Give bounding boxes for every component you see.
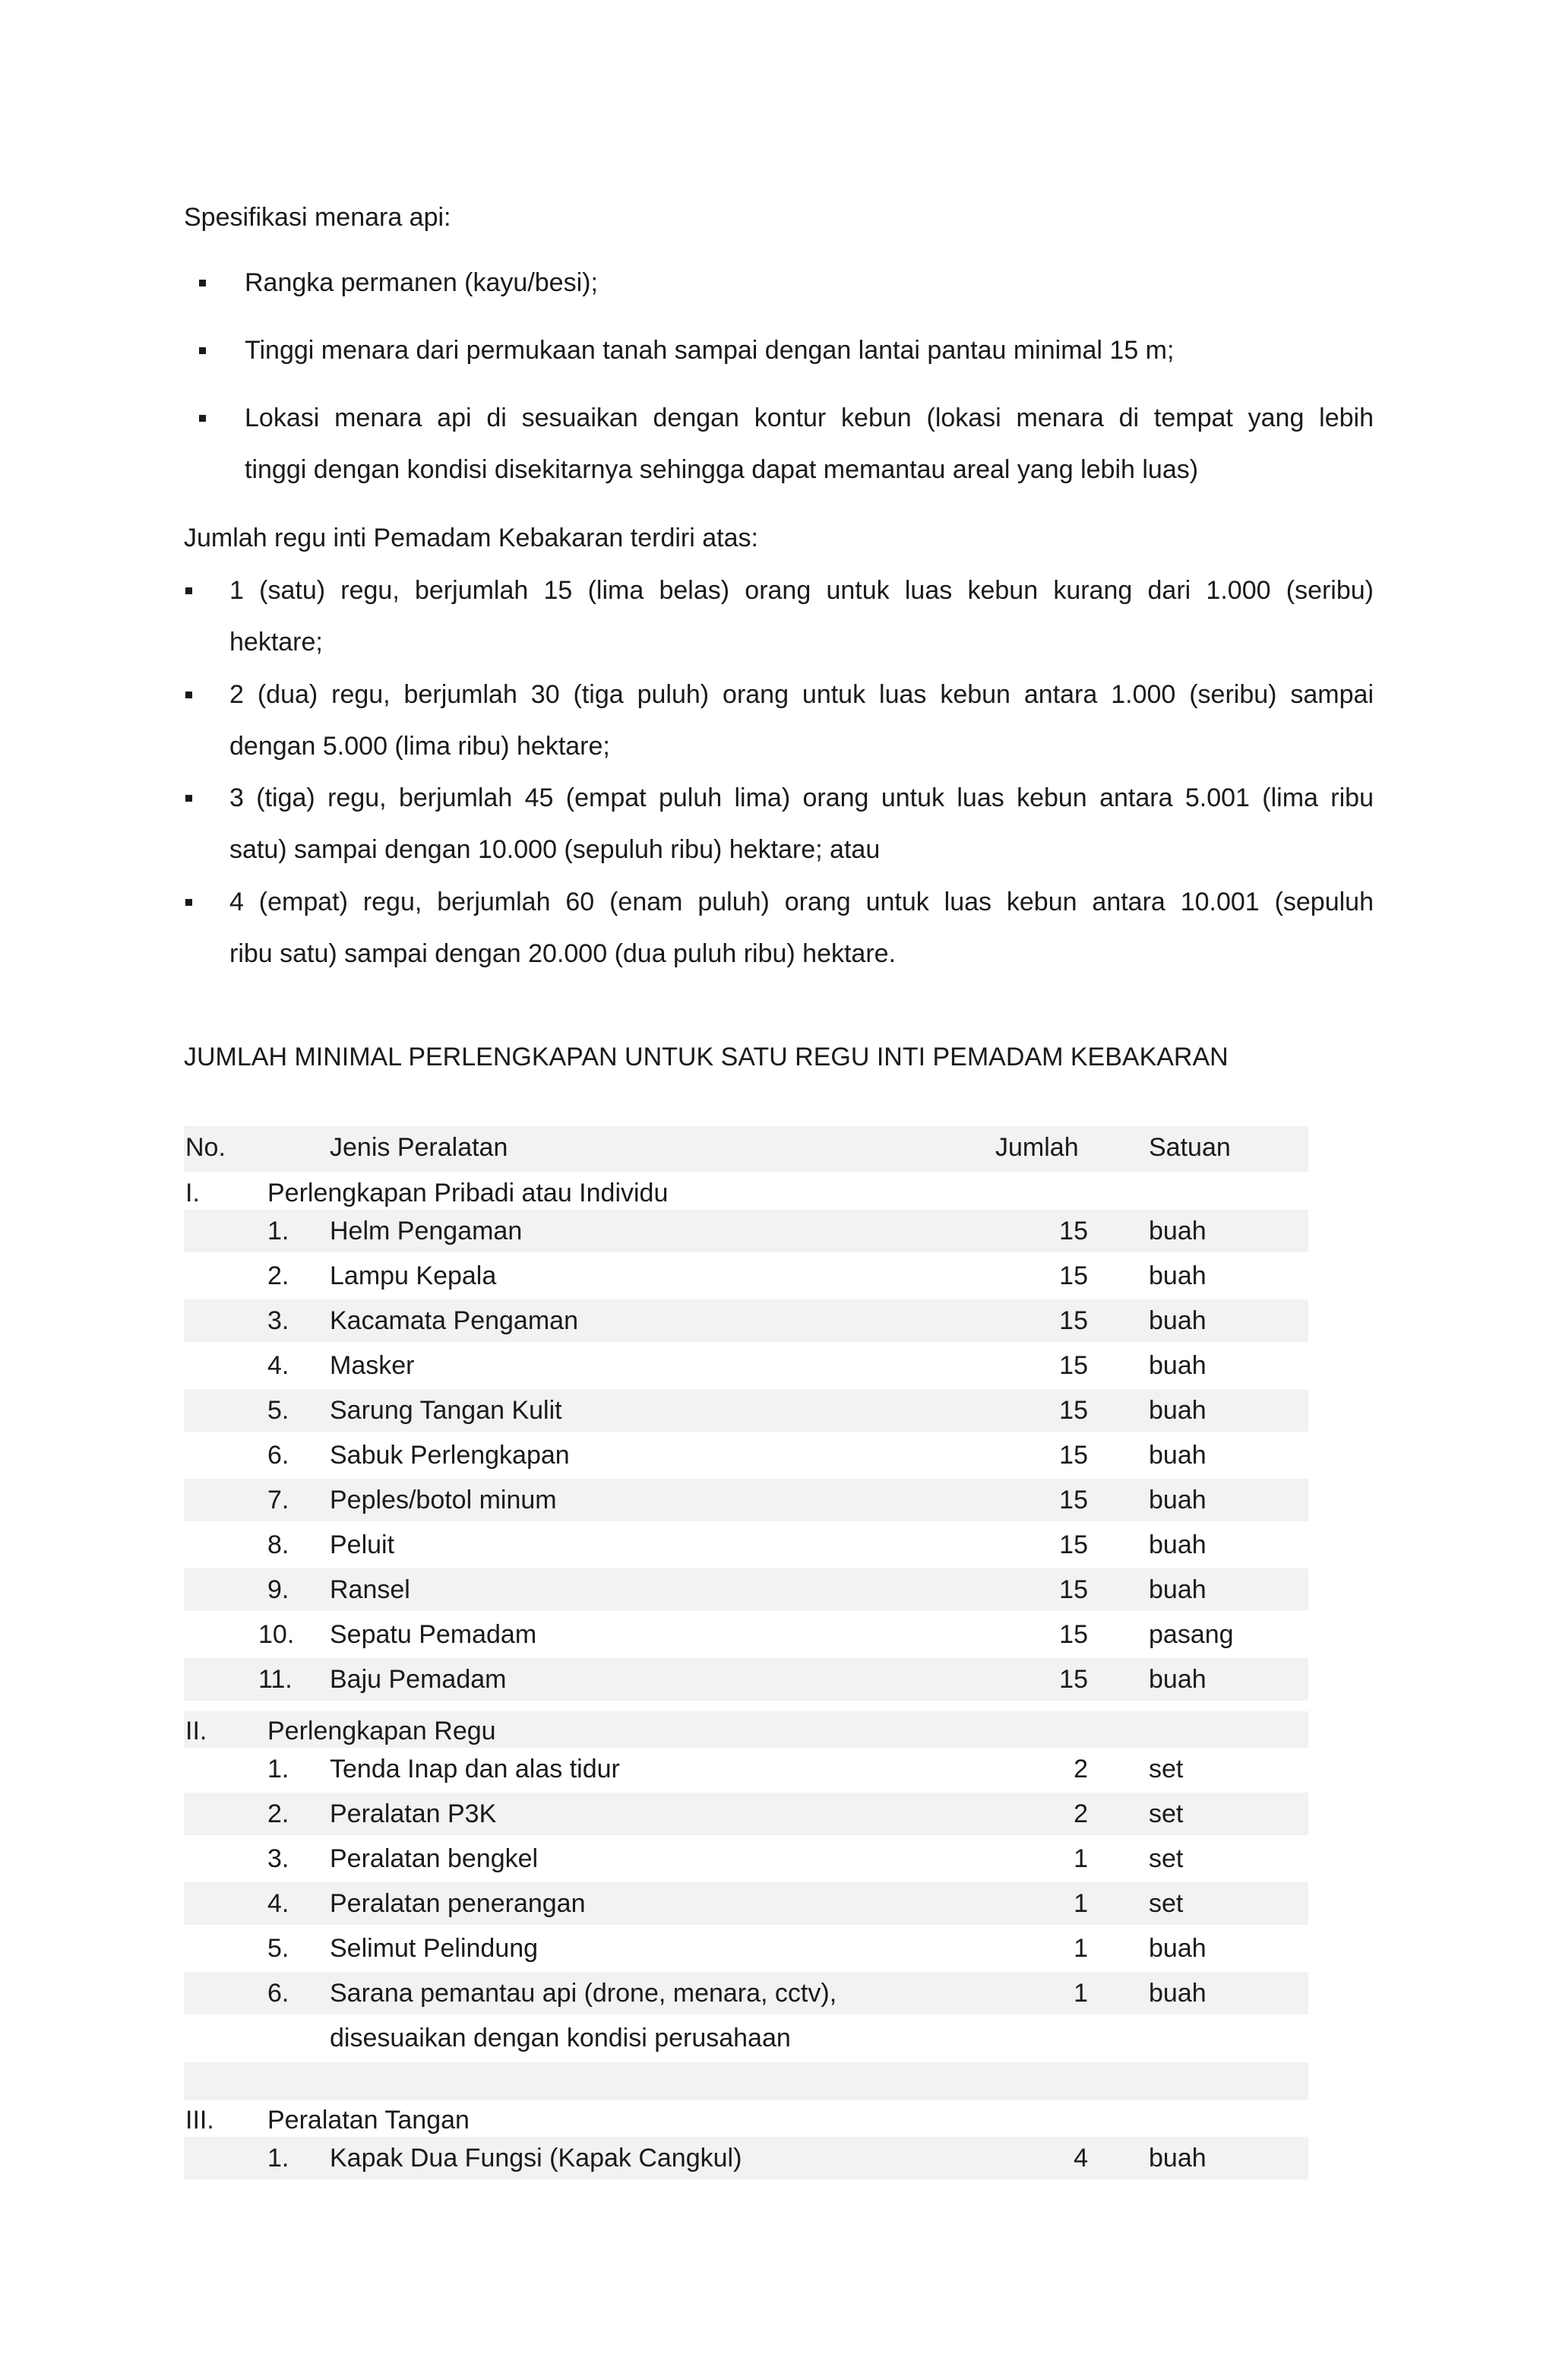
regu-item-3-line-2: satu) sampai dengan 10.000 (sepuluh ribu) hektare; atau <box>229 835 881 864</box>
row-number: 6. <box>267 1441 289 1470</box>
row-item: Helm Pengaman <box>330 1217 523 1245</box>
row-number: 3. <box>267 1844 289 1873</box>
row-jumlah: 15 <box>1059 1396 1088 1425</box>
row-satuan: buah <box>1149 1351 1207 1380</box>
row-number: 4. <box>267 1351 289 1380</box>
row-number: 6. <box>267 1979 289 2008</box>
row-jumlah: 1 <box>1074 1844 1088 1873</box>
row-satuan: set <box>1149 1799 1184 1828</box>
row-item: Tenda Inap dan alas tidur <box>330 1755 620 1783</box>
row-satuan: buah <box>1149 1486 1207 1514</box>
header-jumlah: Jumlah <box>995 1133 1079 1162</box>
regu-item-1-line-1: 1 (satu) regu, berjumlah 15 (lima belas) orang untuk luas kebun kurang dari 1.000 (seribu) <box>229 576 1374 605</box>
regu-item-4-line-1: 4 (empat) regu, berjumlah 60 (enam puluh) orang untuk luas kebun antara 10.001 (sepuluh <box>229 888 1374 916</box>
section-title: Perlengkapan Pribadi atau Individu <box>267 1179 669 1207</box>
row-satuan: set <box>1149 1755 1184 1783</box>
bullet-marker <box>185 587 192 594</box>
spec-item-3-line-1: Lokasi menara api di sesuaikan dengan kontur kebun (lokasi menara di tempat yang lebih <box>245 404 1374 432</box>
bullet-marker <box>185 899 192 906</box>
row-number: 2. <box>267 1261 289 1290</box>
row-jumlah: 15 <box>1059 1261 1088 1290</box>
row-satuan: buah <box>1149 1441 1207 1470</box>
row-satuan: buah <box>1149 1261 1207 1290</box>
row-jumlah: 15 <box>1059 1665 1088 1694</box>
row-item: Sarana pemantau api (drone, menara, cctv), <box>330 1979 837 2008</box>
row-jumlah: 15 <box>1059 1441 1088 1470</box>
row-satuan: buah <box>1149 1217 1207 1245</box>
spec-heading: Spesifikasi menara api: <box>184 203 451 232</box>
row-number: 1. <box>267 1217 289 1245</box>
spec-item-1: Rangka permanen (kayu/besi); <box>245 268 598 297</box>
row-item: Sepatu Pemadam <box>330 1620 537 1649</box>
table-title: JUMLAH MINIMAL PERLENGKAPAN UNTUK SATU REGU INTI PEMADAM KEBAKARAN <box>184 1043 1229 1071</box>
row-item: Sabuk Perlengkapan <box>330 1441 570 1470</box>
header-jenis: Jenis Peralatan <box>330 1133 508 1162</box>
row-item-continued: disesuaikan dengan kondisi perusahaan <box>330 2024 791 2052</box>
row-number: 1. <box>267 2144 289 2173</box>
row-number: 8. <box>267 1530 289 1559</box>
regu-item-1-line-2: hektare; <box>229 628 323 657</box>
row-satuan: buah <box>1149 1934 1207 1963</box>
row-number: 5. <box>267 1396 289 1425</box>
bullet-marker <box>199 280 206 286</box>
row-item: Peples/botol minum <box>330 1486 557 1514</box>
row-satuan: buah <box>1149 1979 1207 2008</box>
header-no: No. <box>185 1133 226 1162</box>
spec-item-3-line-2: tinggi dengan kondisi disekitarnya sehingga dapat memantau areal yang lebih luas) <box>245 455 1199 484</box>
row-jumlah: 15 <box>1059 1530 1088 1559</box>
spec-item-2: Tinggi menara dari permukaan tanah sampai dengan lantai pantau minimal 15 m; <box>245 336 1175 365</box>
table-row-empty <box>184 2062 1308 2100</box>
row-item: Lampu Kepala <box>330 1261 497 1290</box>
row-number: 5. <box>267 1934 289 1963</box>
row-item: Baju Pemadam <box>330 1665 507 1694</box>
row-item: Kapak Dua Fungsi (Kapak Cangkul) <box>330 2144 742 2173</box>
regu-item-2-line-2: dengan 5.000 (lima ribu) hektare; <box>229 732 610 761</box>
row-number: 3. <box>267 1306 289 1335</box>
row-jumlah: 1 <box>1074 1979 1088 2008</box>
row-item: Peralatan P3K <box>330 1799 497 1828</box>
row-satuan: set <box>1149 1889 1184 1918</box>
row-number: 4. <box>267 1889 289 1918</box>
bullet-marker <box>185 692 192 698</box>
row-jumlah: 2 <box>1074 1799 1088 1828</box>
row-item: Peralatan bengkel <box>330 1844 539 1873</box>
row-item: Sarung Tangan Kulit <box>330 1396 562 1425</box>
row-jumlah: 15 <box>1059 1486 1088 1514</box>
regu-item-4-line-2: ribu satu) sampai dengan 20.000 (dua puluh ribu) hektare. <box>229 939 897 968</box>
row-number: 7. <box>267 1486 289 1514</box>
row-jumlah: 1 <box>1074 1889 1088 1918</box>
bullet-marker <box>185 795 192 802</box>
regu-heading: Jumlah regu inti Pemadam Kebakaran terdiri atas: <box>184 524 758 552</box>
row-satuan: buah <box>1149 1306 1207 1335</box>
row-jumlah: 15 <box>1059 1306 1088 1335</box>
bullet-marker <box>199 415 206 422</box>
row-satuan: buah <box>1149 2144 1207 2173</box>
row-number: 9. <box>267 1575 289 1604</box>
header-satuan: Satuan <box>1149 1133 1231 1162</box>
row-item: Peralatan penerangan <box>330 1889 586 1918</box>
row-number: 10. <box>258 1620 295 1649</box>
row-item: Selimut Pelindung <box>330 1934 539 1963</box>
row-jumlah: 2 <box>1074 1755 1088 1783</box>
section-number: II. <box>185 1717 207 1745</box>
row-jumlah: 4 <box>1074 2144 1088 2173</box>
bullet-marker <box>199 347 206 354</box>
row-satuan: pasang <box>1149 1620 1234 1649</box>
section-title: Perlengkapan Regu <box>267 1717 496 1745</box>
row-jumlah: 1 <box>1074 1934 1088 1963</box>
row-satuan: buah <box>1149 1665 1207 1694</box>
row-item: Masker <box>330 1351 415 1380</box>
row-jumlah: 15 <box>1059 1351 1088 1380</box>
row-jumlah: 15 <box>1059 1620 1088 1649</box>
row-jumlah: 15 <box>1059 1217 1088 1245</box>
section-title: Peralatan Tangan <box>267 2106 470 2135</box>
row-satuan: set <box>1149 1844 1184 1873</box>
section-number: III. <box>185 2106 214 2135</box>
row-item: Kacamata Pengaman <box>330 1306 578 1335</box>
regu-item-2-line-1: 2 (dua) regu, berjumlah 30 (tiga puluh) orang untuk luas kebun antara 1.000 (seribu) sampai <box>229 680 1374 709</box>
row-number: 11. <box>258 1665 293 1694</box>
row-item: Peluit <box>330 1530 395 1559</box>
section-number: I. <box>185 1179 200 1207</box>
regu-item-3-line-1: 3 (tiga) regu, berjumlah 45 (empat puluh lima) orang untuk luas kebun antara 5.001 (lima ribu <box>229 783 1374 812</box>
row-number: 2. <box>267 1799 289 1828</box>
row-satuan: buah <box>1149 1575 1207 1604</box>
row-satuan: buah <box>1149 1530 1207 1559</box>
row-item: Ransel <box>330 1575 410 1604</box>
row-jumlah: 15 <box>1059 1575 1088 1604</box>
row-number: 1. <box>267 1755 289 1783</box>
row-satuan: buah <box>1149 1396 1207 1425</box>
